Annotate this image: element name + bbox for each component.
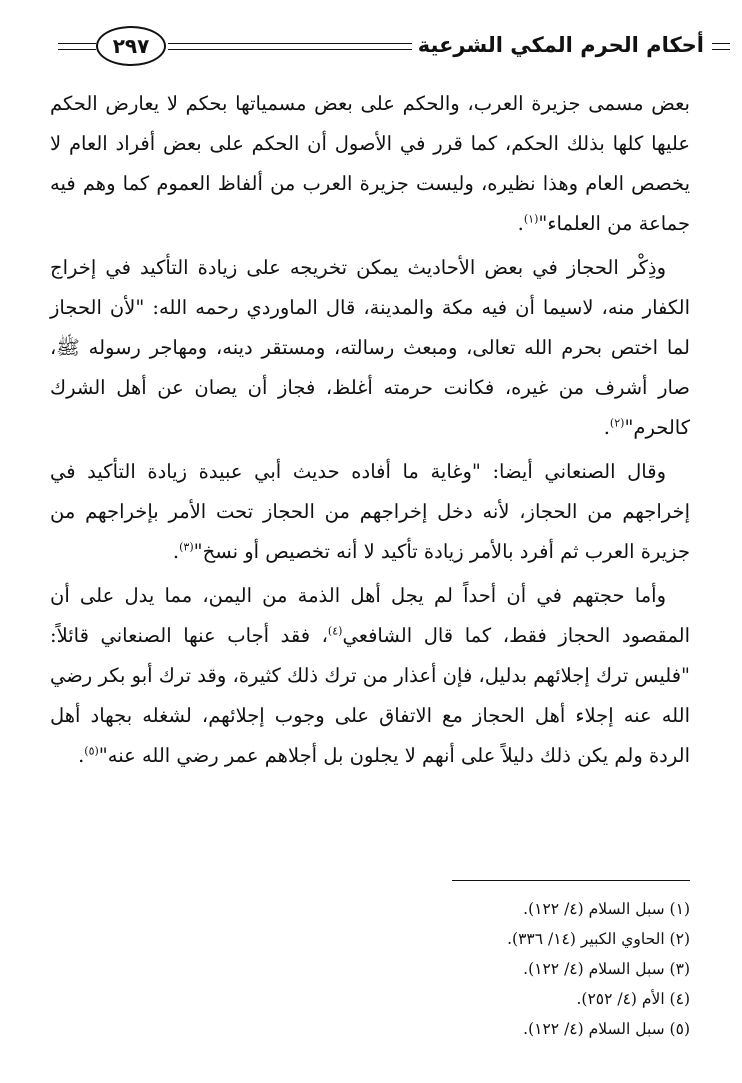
paragraph-4 — [50, 576, 690, 776]
header-ornament-left — [58, 43, 96, 50]
page-number: ٢٩٧ — [96, 26, 166, 66]
paragraph-1-text-b: . — [517, 212, 524, 235]
book-title: أحكام الحرم المكي الشرعية — [417, 33, 704, 57]
paragraph-4-text-a: وأما حجتهم في أن أحداً لم يجل أهل الذمة من اليمن، مما يدل على أن المقصود الحجاز فقط، كما قال الشافعي — [50, 584, 690, 647]
paragraph-4-text-b: ، فقد أجاب عنها الصنعاني قائلاً: "فليس ترك إجلائهم بدليل، فإن أعذار من ترك ذلك كثيرة، وقد ترك أبو بكر رضي الله عنه إجلاء أهل الحجاز مع الاتفاق على وجوب إجلائهم، لشغله بجهاد أهل الردة ولم يكن ذلك دليلاً على أنهم لا يجلون بل أجلاهم عمر رضي الله عنه" — [50, 624, 690, 767]
footnote-ref-3: (٣) — [179, 540, 194, 554]
footnotes — [50, 894, 690, 1044]
footnote-ref-5: (٥) — [84, 744, 99, 758]
footnote-1: (١) سبل السلام (٤/ ١٢٢). — [523, 900, 690, 918]
page-header — [58, 22, 730, 72]
paragraph-2 — [50, 248, 690, 448]
header-ornament-right — [712, 43, 730, 50]
main-text — [50, 84, 690, 780]
footnote-3: (٣) سبل السلام (٤/ ١٢٢). — [523, 960, 690, 978]
footnote-ref-4: (٤) — [327, 624, 343, 638]
footnote-2: (٢) الحاوي الكبير (١٤/ ٣٣٦). — [507, 930, 690, 948]
footnote-ref-1: (١) — [523, 212, 539, 226]
paragraph-4-text-c: . — [78, 744, 85, 767]
paragraph-3-text-b: . — [172, 540, 180, 563]
footnote-4: (٤) الأم (٤/ ٢٥٢). — [576, 990, 690, 1008]
paragraph-3-text-a: وقال الصنعاني أيضا: "وغاية ما أفاده حديث أبي عبيدة زيادة التأكيد في إخراجهم من الحجاز، لأنه دخل إخراجهم من الحجاز تحت الأمر بإخراجهم من جزيرة العرب ثم أفرد بالأمر زيادة تأكيد لا أنه تخصيص أو نسخ" — [50, 460, 690, 563]
paragraph-2-text-a: وذِكْر الحجاز في بعض الأحاديث يمكن تخريجه على زيادة التأكيد في إخراج الكفار منه، لاسيما أن فيه مكة والمدينة، قال الماوردي رحمه الله: "لأن الحجاز لما اختص بحرم الله تعالى، ومبعث رسالته، ومستقر دينه، ومهاجر رسوله ﷺ، صار أشرف من غيره، فكانت حرمته أغلظ، فجاز أن يصان عن أهل الشرك كالحرم" — [50, 256, 690, 439]
paragraph-3 — [50, 452, 690, 572]
paragraph-1-text-a: بعض مسمى جزيرة العرب، والحكم على بعض مسمياتها بحكم لا يعارض الحكم عليها كلها بذلك الحكم، كما قرر في الأصول أن الحكم على بعض أفراد العام لا يخصص العام وهذا نظيره، وليست جزيرة العرب من ألفاظ العموم كما وهم فيه جماعة من العلماء" — [50, 92, 690, 235]
footnote-ref-2: (٢) — [609, 416, 625, 430]
footnote-5: (٥) سبل السلام (٤/ ١٢٢). — [523, 1020, 690, 1038]
paragraph-1 — [50, 84, 690, 244]
paragraph-2-text-b: . — [603, 416, 610, 439]
footnote-separator — [452, 880, 690, 881]
header-ornament-middle — [168, 43, 412, 50]
